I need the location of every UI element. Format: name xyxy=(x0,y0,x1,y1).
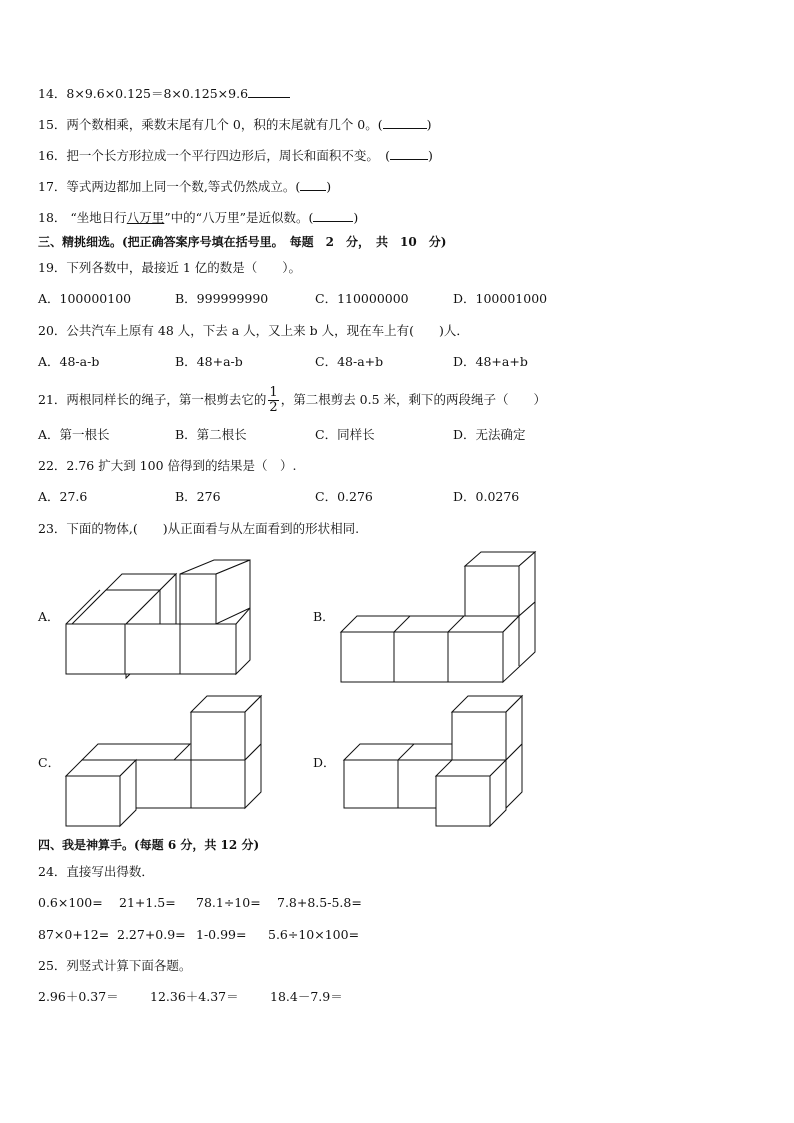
question-23-stem: 23．下面的物体,( )从正面看与从左面看到的形状相同. xyxy=(38,521,360,536)
question-15-text: 15．两个数相乘，乘数末尾有几个 0，积的末尾就有几个 0。( xyxy=(38,117,383,132)
q21-option-a[interactable]: A．第一根长 xyxy=(38,427,110,442)
q22-option-d[interactable]: D．0.0276 xyxy=(453,489,520,504)
q20-option-c[interactable]: C．48-a+b xyxy=(315,354,384,369)
question-25-stem: 25．列竖式计算下面各题。 xyxy=(38,958,192,973)
q20-option-d[interactable]: D．48+a+b xyxy=(453,354,528,369)
question-21-text: 21．两根同样长的绳子，第一根剪去它的 xyxy=(38,392,267,407)
close-paren: ) xyxy=(353,210,359,225)
q24-item-3: 78.1÷10= xyxy=(196,895,261,910)
q23-option-b[interactable]: B． xyxy=(313,609,335,624)
q25-item-3: 18.4－7.9＝ xyxy=(270,989,343,1004)
q22-option-a[interactable]: A．27.6 xyxy=(38,489,88,504)
section-4-title: 四、我是神算手。(每题 6 分，共 12 分) xyxy=(38,838,260,852)
q23-option-d[interactable]: D． xyxy=(313,755,336,770)
question-21-text-post: ，第二根剪去 0.5 米，剩下的两段绳子（ ） xyxy=(280,392,547,407)
q21-option-c[interactable]: C．同样长 xyxy=(315,427,375,442)
question-20-stem: 20．公共汽车上原有 48 人，下去 a 人，又上来 b 人，现在车上有( )人． xyxy=(38,323,469,338)
close-paren: ) xyxy=(428,148,433,163)
fraction-denominator: 2 xyxy=(269,400,278,415)
q24-item-6: 2.27+0.9= xyxy=(117,927,186,942)
question-19-stem: 19．下列各数中，最接近 1 亿的数是（ ）。 xyxy=(38,260,302,275)
question-17-text: 17．等式两边都加上同一个数,等式仍然成立。( xyxy=(38,179,301,194)
q23-option-a[interactable]: A． xyxy=(38,609,60,624)
q21-option-b[interactable]: B．第二根长 xyxy=(175,427,247,442)
fraction-numerator: 1 xyxy=(269,385,278,400)
q24-item-5: 87×0+12= xyxy=(38,927,110,942)
q19-option-c[interactable]: C．110000000 xyxy=(315,291,409,306)
q23-option-c[interactable]: C． xyxy=(38,755,61,770)
q24-item-2: 21+1.5= xyxy=(119,895,176,910)
q19-option-b[interactable]: B．999999990 xyxy=(175,291,269,306)
q19-option-d[interactable]: D．100001000 xyxy=(453,291,548,306)
question-14-text: 14．8×9.6×0.125＝8×0.125×9.6 xyxy=(38,86,249,101)
q20-option-a[interactable]: A．48-a-b xyxy=(38,354,100,369)
q20-option-b[interactable]: B．48+a-b xyxy=(175,354,243,369)
close-paren: ) xyxy=(326,179,332,194)
question-18-text: 18． “坐地日行 xyxy=(38,210,127,225)
underlined-phrase: 八万里 xyxy=(126,210,165,225)
section-3-title: 三、精挑细选。(把正确答案序号填在括号里。 每题 2 分， 共 10 分) xyxy=(38,235,447,249)
question-18-text-post: ”中的“八万里”是近似数。( xyxy=(164,210,314,225)
q22-option-c[interactable]: C．0.276 xyxy=(315,489,373,504)
q24-item-7: 1-0.99= xyxy=(196,927,247,942)
q24-item-4: 7.8+8.5-5.8= xyxy=(277,895,362,910)
q22-option-b[interactable]: B．276 xyxy=(175,489,221,504)
q24-item-1: 0.6×100= xyxy=(38,895,103,910)
close-paren: ) xyxy=(426,117,432,132)
q25-item-2: 12.36＋4.37＝ xyxy=(150,989,239,1004)
q21-option-d[interactable]: D．无法确定 xyxy=(453,427,526,442)
q24-item-8: 5.6÷10×100= xyxy=(268,927,360,942)
question-24-stem: 24．直接写出得数． xyxy=(38,864,154,879)
question-22-stem: 22．2.76 扩大到 100 倍得到的结果是（ ）. xyxy=(38,458,297,473)
q25-item-1: 2.96＋0.37＝ xyxy=(38,989,119,1004)
question-16-text: 16．把一个长方形拉成一个平行四边形后，周长和面积不变。 ( xyxy=(38,148,391,163)
q19-option-a[interactable]: A．100000100 xyxy=(38,291,132,306)
